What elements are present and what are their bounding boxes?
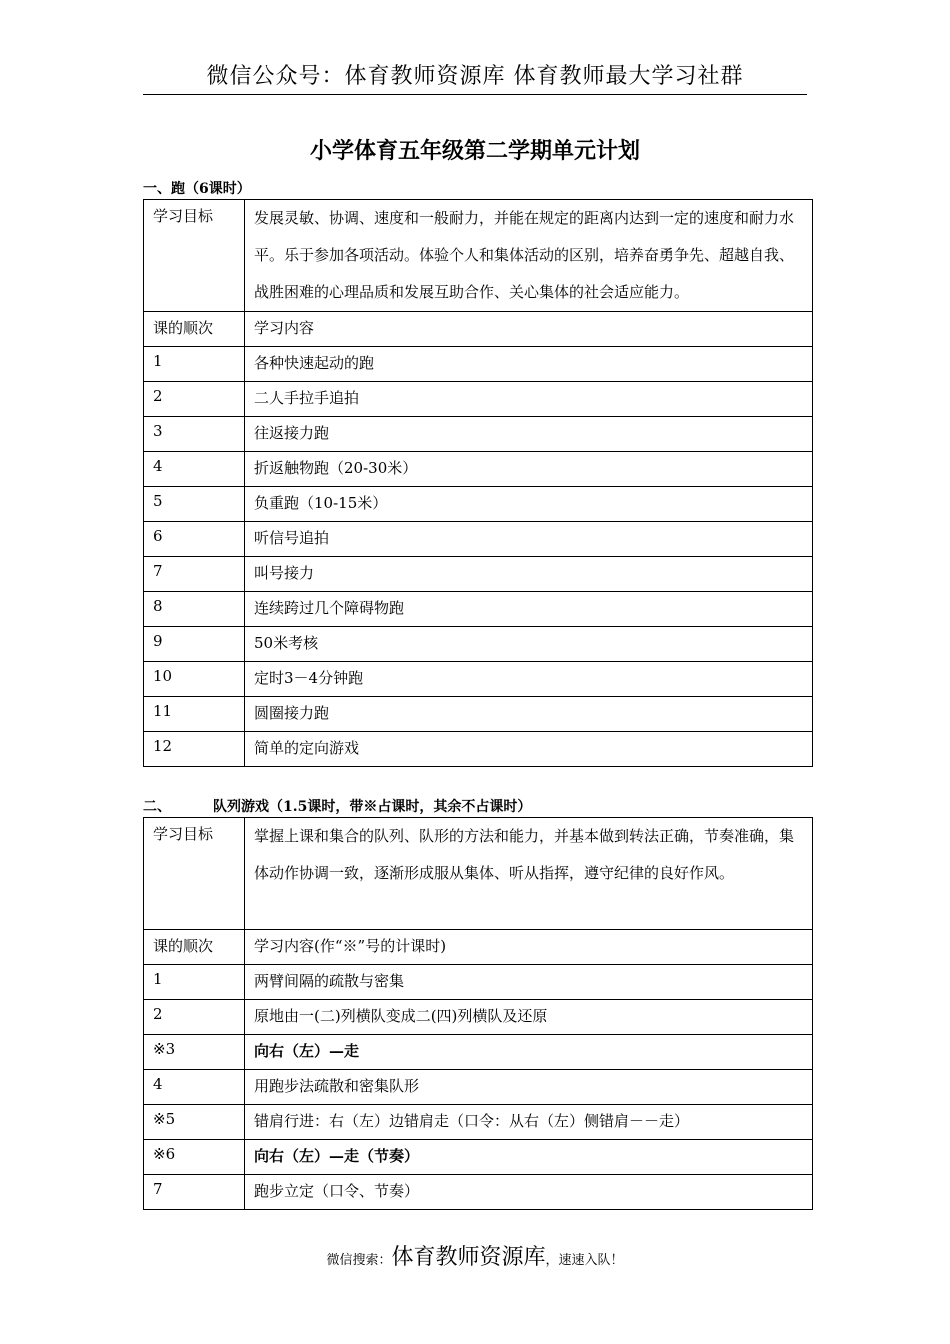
lesson-content: 定时3－4分钟跑 — [245, 662, 813, 697]
lesson-number: 4 — [144, 1070, 245, 1105]
table-row — [144, 627, 813, 662]
lesson-content: 往返接力跑 — [245, 417, 813, 452]
running-plan-table — [143, 199, 813, 767]
table-row — [144, 1000, 813, 1035]
lesson-number: 11 — [144, 697, 245, 732]
lesson-number: 2 — [144, 1000, 245, 1035]
goal-text: 掌握上课和集合的队列、队形的方法和能力，并基本做到转法正确，节奏准确，集体动作协调一致，逐渐形成服从集体、听从指挥，遵守纪律的良好作风。 — [245, 818, 813, 930]
col-header-content: 学习内容(作“※”号的计课时) — [245, 930, 813, 965]
goal-text: 发展灵敏、协调、速度和一般耐力，并能在规定的距离内达到一定的速度和耐力水平。乐于参加各项活动。体验个人和集体活动的区别，培养奋勇争先、超越自我、战胜困难的心理品质和发展互助合作、关心集体的社会适应能力。 — [245, 200, 813, 312]
lesson-content: 折返触物跑（20-30米） — [245, 452, 813, 487]
lesson-number: 3 — [144, 417, 245, 452]
lesson-number: 2 — [144, 382, 245, 417]
formation-plan-table — [143, 817, 813, 1210]
lesson-content: 听信号追拍 — [245, 522, 813, 557]
table-row — [144, 965, 813, 1000]
footer-prefix: 微信搜索： — [326, 1253, 392, 1268]
lesson-content: 叫号接力 — [245, 557, 813, 592]
lesson-number: 8 — [144, 592, 245, 627]
lesson-number: ※5 — [144, 1105, 245, 1140]
lesson-number: 4 — [144, 452, 245, 487]
table-row — [144, 452, 813, 487]
lesson-number: 1 — [144, 965, 245, 1000]
table-row — [144, 662, 813, 697]
lesson-number: 1 — [144, 347, 245, 382]
lesson-number: 7 — [144, 1175, 245, 1210]
lesson-content: 负重跑（10-15米） — [245, 487, 813, 522]
table-row — [144, 1035, 813, 1070]
table-row — [144, 417, 813, 452]
lesson-content: 各种快速起动的跑 — [245, 347, 813, 382]
col-header-content: 学习内容 — [245, 312, 813, 347]
lesson-number: 10 — [144, 662, 245, 697]
lesson-content: 错肩行进：右（左）边错肩走（口令：从右（左）侧错肩－－走） — [245, 1105, 813, 1140]
table-header-row — [144, 930, 813, 965]
table-row — [144, 1070, 813, 1105]
section-title: 队列游戏（1.5课时，带※占课时，其余不占课时） — [213, 799, 532, 815]
lesson-content: 50米考核 — [245, 627, 813, 662]
lesson-number: 7 — [144, 557, 245, 592]
page-header: 微信公众号：体育教师资源库 体育教师最大学习社群 — [143, 62, 807, 95]
table-header-row — [144, 312, 813, 347]
lesson-content: 用跑步法疏散和密集队形 — [245, 1070, 813, 1105]
lesson-content: 两臂间隔的疏散与密集 — [245, 965, 813, 1000]
lesson-content: 跑步立定（口令、节奏） — [245, 1175, 813, 1210]
lesson-content: 简单的定向游戏 — [245, 732, 813, 767]
table-row — [144, 522, 813, 557]
goal-label: 学习目标 — [144, 818, 245, 930]
table-row — [144, 557, 813, 592]
lesson-content: 原地由一(二)列横队变成二(四)列横队及还原 — [245, 1000, 813, 1035]
page-title: 小学体育五年级第二学期单元计划 — [309, 138, 640, 164]
lesson-number: ※3 — [144, 1035, 245, 1070]
table-row — [144, 697, 813, 732]
section-number: 二、 — [143, 799, 171, 815]
goal-row — [144, 818, 813, 930]
lesson-content: 向右（左）—走（节奏） — [245, 1140, 813, 1175]
lesson-number: 6 — [144, 522, 245, 557]
section-heading-formation — [143, 796, 531, 816]
lesson-content: 圆圈接力跑 — [245, 697, 813, 732]
table-row — [144, 347, 813, 382]
table-row — [144, 732, 813, 767]
goal-row — [144, 200, 813, 312]
table-row — [144, 1140, 813, 1175]
lesson-number: 5 — [144, 487, 245, 522]
lesson-content: 连续跨过几个障碍物跑 — [245, 592, 813, 627]
section-heading-running: 一、跑（6课时） — [143, 181, 251, 197]
col-header-order: 课的顺次 — [144, 312, 245, 347]
table-row — [144, 1105, 813, 1140]
lesson-number: ※6 — [144, 1140, 245, 1175]
col-header-order: 课的顺次 — [144, 930, 245, 965]
page-footer — [0, 1240, 950, 1271]
footer-suffix: ，速速入队！ — [545, 1253, 624, 1268]
lesson-number: 9 — [144, 627, 245, 662]
footer-name: 体育教师资源库 — [391, 1245, 546, 1270]
table-row — [144, 382, 813, 417]
table-row — [144, 592, 813, 627]
lesson-content: 向右（左）—走 — [245, 1035, 813, 1070]
goal-label: 学习目标 — [144, 200, 245, 312]
lesson-content: 二人手拉手追拍 — [245, 382, 813, 417]
table-row — [144, 487, 813, 522]
table-row — [144, 1175, 813, 1210]
lesson-number: 12 — [144, 732, 245, 767]
